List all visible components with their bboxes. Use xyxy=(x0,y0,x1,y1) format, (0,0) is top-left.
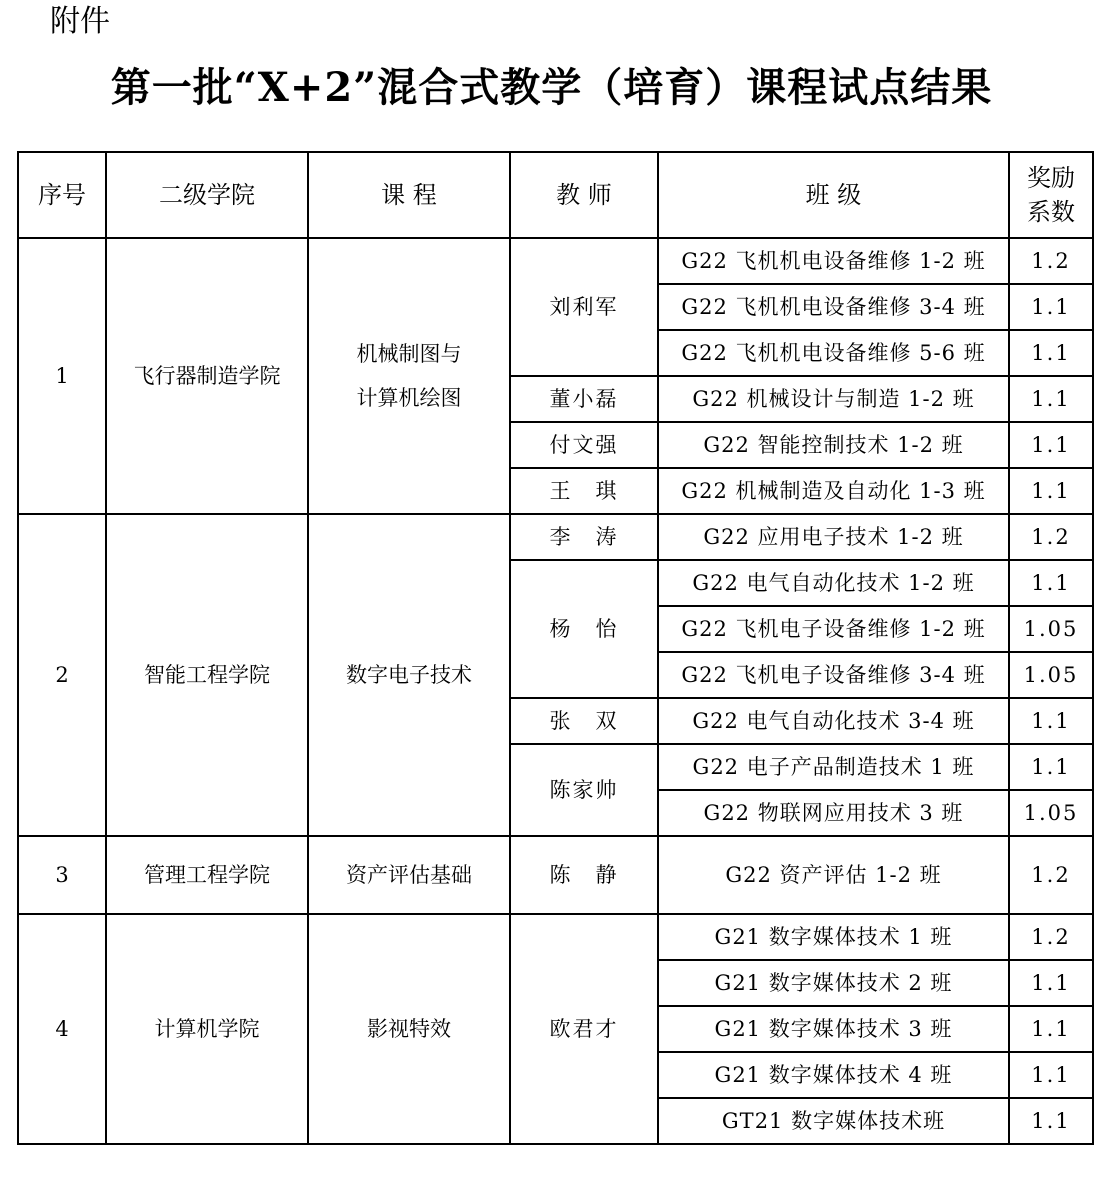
coefficient-cell: 1.1 xyxy=(1009,960,1093,1006)
coefficient-cell: 1.1 xyxy=(1009,1052,1093,1098)
course-line-2: 计算机绘图 xyxy=(356,386,462,410)
teacher-cell: 陈家帅 xyxy=(510,744,658,836)
header-coefficient xyxy=(1009,152,1093,238)
class-cell: G22 资产评估 1-2 班 xyxy=(658,836,1009,914)
attachment-label: 附件 xyxy=(50,4,110,39)
table-header-row xyxy=(18,152,1093,238)
class-cell: G22 电子产品制造技术 1 班 xyxy=(658,744,1009,790)
college-cell: 飞行器制造学院 xyxy=(106,238,308,514)
coefficient-cell: 1.2 xyxy=(1009,238,1093,284)
class-cell: G21 数字媒体技术 2 班 xyxy=(658,960,1009,1006)
coefficient-cell: 1.05 xyxy=(1009,606,1093,652)
course-cell: 数字电子技术 xyxy=(308,514,510,836)
course-line-1: 机械制图与 xyxy=(356,342,462,366)
college-cell: 计算机学院 xyxy=(106,914,308,1144)
coefficient-cell: 1.2 xyxy=(1009,836,1093,914)
index-cell: 3 xyxy=(18,836,106,914)
coefficient-cell: 1.1 xyxy=(1009,284,1093,330)
index-cell: 1 xyxy=(18,238,106,514)
class-cell: G22 物联网应用技术 3 班 xyxy=(658,790,1009,836)
teacher-cell: 王 琪 xyxy=(510,468,658,514)
header-course: 课 程 xyxy=(308,152,510,238)
college-cell: 管理工程学院 xyxy=(106,836,308,914)
class-cell: G22 机械设计与制造 1-2 班 xyxy=(658,376,1009,422)
coefficient-cell: 1.1 xyxy=(1009,376,1093,422)
table-row xyxy=(18,514,1093,560)
coefficient-cell: 1.1 xyxy=(1009,744,1093,790)
header-class: 班 级 xyxy=(658,152,1009,238)
teacher-cell: 董小磊 xyxy=(510,376,658,422)
header-college: 二级学院 xyxy=(106,152,308,238)
class-cell: G21 数字媒体技术 4 班 xyxy=(658,1052,1009,1098)
teacher-cell: 李 涛 xyxy=(510,514,658,560)
table-row xyxy=(18,836,1093,914)
class-cell: G22 电气自动化技术 3-4 班 xyxy=(658,698,1009,744)
teacher-cell: 张 双 xyxy=(510,698,658,744)
class-cell: G22 飞机电子设备维修 3-4 班 xyxy=(658,652,1009,698)
class-cell: G21 数字媒体技术 3 班 xyxy=(658,1006,1009,1052)
teacher-cell: 付文强 xyxy=(510,422,658,468)
coefficient-cell: 1.1 xyxy=(1009,698,1093,744)
teacher-cell: 欧君才 xyxy=(510,914,658,1144)
coefficient-cell: 1.1 xyxy=(1009,422,1093,468)
index-cell: 2 xyxy=(18,514,106,836)
header-coefficient-line1: 奖励 xyxy=(1027,164,1075,192)
coefficient-cell: 1.05 xyxy=(1009,790,1093,836)
class-cell: GT21 数字媒体技术班 xyxy=(658,1098,1009,1144)
course-cell xyxy=(308,238,510,514)
class-cell: G22 飞机机电设备维修 5-6 班 xyxy=(658,330,1009,376)
teacher-cell: 陈 静 xyxy=(510,836,658,914)
table-row xyxy=(18,238,1093,284)
coefficient-cell: 1.2 xyxy=(1009,514,1093,560)
course-cell: 影视特效 xyxy=(308,914,510,1144)
header-index: 序号 xyxy=(18,152,106,238)
class-cell: G22 应用电子技术 1-2 班 xyxy=(658,514,1009,560)
coefficient-cell: 1.05 xyxy=(1009,652,1093,698)
coefficient-cell: 1.1 xyxy=(1009,1098,1093,1144)
index-cell: 4 xyxy=(18,914,106,1144)
class-cell: G21 数字媒体技术 1 班 xyxy=(658,914,1009,960)
college-cell: 智能工程学院 xyxy=(106,514,308,836)
coefficient-cell: 1.2 xyxy=(1009,914,1093,960)
table-row xyxy=(18,914,1093,960)
coefficient-cell: 1.1 xyxy=(1009,330,1093,376)
course-cell: 资产评估基础 xyxy=(308,836,510,914)
class-cell: G22 机械制造及自动化 1-3 班 xyxy=(658,468,1009,514)
coefficient-cell: 1.1 xyxy=(1009,1006,1093,1052)
results-table xyxy=(17,151,1094,1145)
class-cell: G22 电气自动化技术 1-2 班 xyxy=(658,560,1009,606)
class-cell: G22 智能控制技术 1-2 班 xyxy=(658,422,1009,468)
class-cell: G22 飞机电子设备维修 1-2 班 xyxy=(658,606,1009,652)
class-cell: G22 飞机机电设备维修 3-4 班 xyxy=(658,284,1009,330)
teacher-cell: 刘利军 xyxy=(510,238,658,376)
coefficient-cell: 1.1 xyxy=(1009,560,1093,606)
header-coefficient-line2: 系数 xyxy=(1027,198,1075,226)
header-teacher: 教 师 xyxy=(510,152,658,238)
coefficient-cell: 1.1 xyxy=(1009,468,1093,514)
page-title: 第一批“X+2”混合式教学（培育）课程试点结果 xyxy=(110,64,993,111)
class-cell: G22 飞机机电设备维修 1-2 班 xyxy=(658,238,1009,284)
teacher-cell: 杨 怡 xyxy=(510,560,658,698)
